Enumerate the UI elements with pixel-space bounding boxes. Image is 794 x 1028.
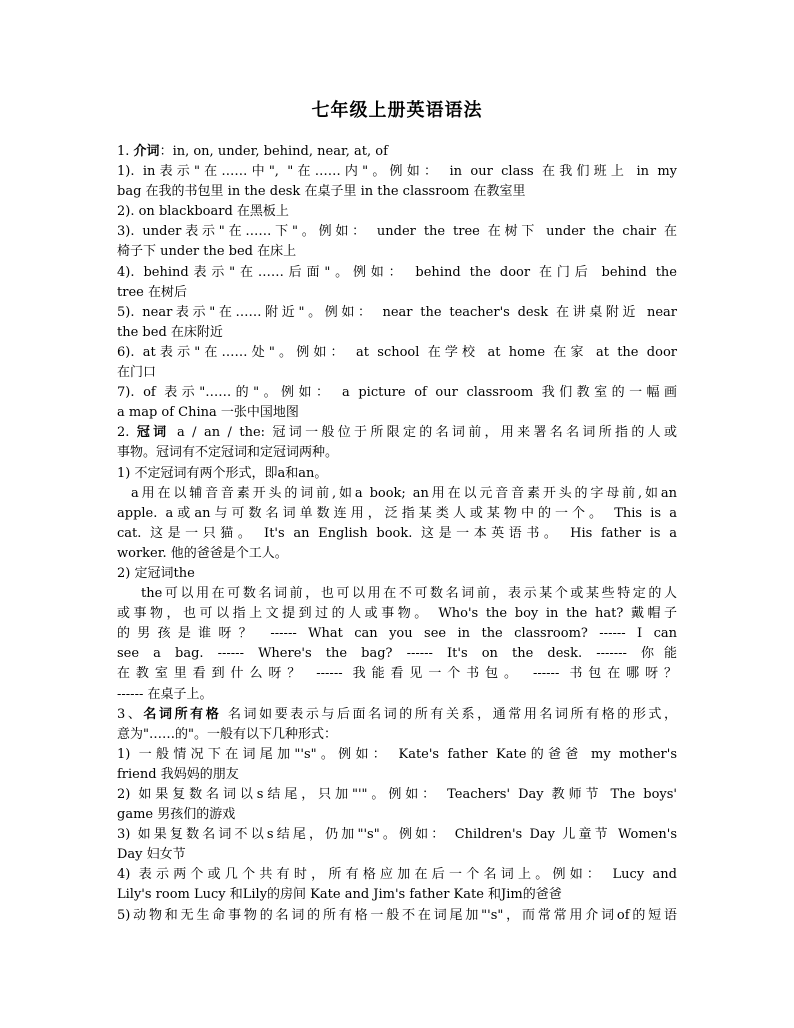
text-line xyxy=(117,785,677,805)
text-line xyxy=(117,845,677,865)
line-text: 在教室里看到什么呀？ ------ 我能看见一个书包。 ------ 书包在哪呀？ xyxy=(117,666,677,682)
line-text: bag 在我的书包里 in the desk 在桌子里 in the classroom 在教室里 xyxy=(117,184,526,200)
line-text: Lily's room Lucy 和Lily的房间 Kate and Jim's father Kate 和Jim的爸爸 xyxy=(117,887,562,903)
line-text: 1) 一般情况下在词尾加"'s"。例如： Kate's father Kate的爸爸 my mother's xyxy=(117,746,677,762)
text-line xyxy=(117,162,677,182)
line-text: 7). of 表示"……的"。例如： a picture of our classroom 我们教室的一幅画 xyxy=(117,385,677,401)
line-text: see a bag. ------ Where's the bag? ------ It's on the desk. ------- 你能 xyxy=(117,646,677,662)
line-text: a map of China 一张中国地图 xyxy=(117,405,299,421)
text-line xyxy=(117,263,677,283)
text-line xyxy=(117,222,677,242)
text-line xyxy=(117,906,677,926)
section-heading: 名词所有格 xyxy=(143,706,222,722)
text-line xyxy=(117,865,677,885)
text-line xyxy=(117,805,677,825)
text-line xyxy=(117,544,677,564)
line-text: 1) 不定冠词有两个形式，即a和an。 xyxy=(117,465,328,481)
line-text: 5). near表示"在……附近"。例如： near the teacher's desk 在讲桌附近 near xyxy=(117,304,677,320)
line-text: 2) 如果复数名词以s结尾，只加"'"。例如： Teachers' Day 教师节 The boys' xyxy=(117,787,677,802)
line-text: 事物。冠词有不定冠词和定冠词两种。 xyxy=(117,445,339,461)
text-line xyxy=(117,725,677,745)
line-text: ：in, on, under, behind, near, at, of xyxy=(159,144,388,159)
page-title: 七年级上册英语语法 xyxy=(311,100,483,121)
text-line xyxy=(117,423,677,443)
text-line xyxy=(117,182,677,202)
line-text: 3). under表示"在……下"。例如： under the tree 在树下 under the chair 在 xyxy=(117,224,677,240)
line-text: the bed 在床附近 xyxy=(117,324,223,340)
text-line xyxy=(117,604,677,624)
line-text: 在门口 xyxy=(117,365,157,381)
line-text: 6). at表示"在……处"。例如： at school 在学校 at home 在家 at the door xyxy=(117,344,677,360)
text-line xyxy=(117,303,677,323)
text-line xyxy=(117,242,677,262)
text-line xyxy=(117,323,677,343)
line-text: Day 妇女节 xyxy=(117,847,186,863)
text-line xyxy=(117,283,677,303)
line-text: 名词如要表示与后面名词的所有关系，通常用名词所有格的形式， xyxy=(221,706,677,722)
text-line xyxy=(117,403,677,423)
line-text: 2). on blackboard 在黑板上 xyxy=(117,204,289,220)
line-text: 椅子下 under the bed 在床上 xyxy=(117,244,297,260)
text-line xyxy=(117,765,677,785)
line-text: cat. 这是一只猫。 It's an English book. 这是一本英语书。 His father is a xyxy=(117,525,677,541)
document-body xyxy=(117,142,677,926)
text-line xyxy=(117,142,677,162)
text-line xyxy=(117,685,677,705)
text-line xyxy=(117,885,677,905)
text-line xyxy=(117,564,677,584)
text-line xyxy=(117,443,677,463)
line-text: 4). behind表示"在……后面"。例如： behind the door 在门后 behind the xyxy=(117,264,677,280)
line-text: 2) 定冠词the xyxy=(117,565,195,581)
text-line xyxy=(117,343,677,363)
text-line xyxy=(117,504,677,524)
line-text: 3) 如果复数名词不以s结尾，仍加"'s"。例如： Children's Day 儿童节 Women's xyxy=(117,827,677,843)
line-text: the可以用在可数名词前，也可以用在不可数名词前，表示某个或某些特定的人 xyxy=(141,586,677,602)
line-text: 或事物，也可以指上文提到过的人或事物。 Who's the boy in the hat? 戴帽子 xyxy=(117,606,677,622)
line-text: apple. a或an与可数名词单数连用，泛指某类人或某物中的一个。 This is a xyxy=(117,505,677,521)
line-text: game 男孩们的游戏 xyxy=(117,807,236,823)
line-text: 5)动物和无生命事物的名词的所有格一般不在词尾加"'s"，而常常用介词of的短语 xyxy=(117,907,677,923)
text-line xyxy=(117,464,677,484)
line-text: 1. xyxy=(117,144,134,159)
text-line xyxy=(117,484,677,504)
line-text: 4) 表示两个或几个共有时，所有格应加在后一个名词上。例如： Lucy and xyxy=(117,867,677,883)
line-text: worker. 他的爸爸是个工人。 xyxy=(117,545,288,561)
line-text: ------ 在桌子上。 xyxy=(117,686,213,702)
text-line xyxy=(117,664,677,684)
text-line xyxy=(117,825,677,845)
line-text: tree 在树后 xyxy=(117,284,187,300)
text-line xyxy=(117,644,677,664)
line-text: a用在以辅音音素开头的词前,如a book; an用在以元音音素开头的字母前,如an xyxy=(131,485,677,501)
line-text: 2. xyxy=(117,425,137,441)
section-heading: 介词 xyxy=(133,144,160,159)
text-line xyxy=(117,624,677,644)
text-line xyxy=(117,383,677,403)
text-line xyxy=(117,202,677,222)
section-heading: 冠词 xyxy=(136,425,170,441)
text-line xyxy=(117,363,677,383)
line-text: 意为"……的"。一般有以下几种形式： xyxy=(117,726,337,742)
line-text: 1). in表示"在……中", "在……内"。例如： in our class 在我们班上 in my xyxy=(117,164,677,180)
line-text: friend 我妈妈的朋友 xyxy=(117,766,239,782)
text-line xyxy=(117,745,677,765)
line-text: 的男孩是谁呀？ ------ What can you see in the classroom? ------ I can xyxy=(117,626,677,642)
line-text: a / an / the: 冠词一般位于所限定的名词前，用来署名名词所指的人或 xyxy=(169,425,677,441)
text-line xyxy=(117,584,677,604)
line-text: 3、 xyxy=(117,706,144,722)
text-line xyxy=(117,524,677,544)
text-line xyxy=(117,705,677,725)
